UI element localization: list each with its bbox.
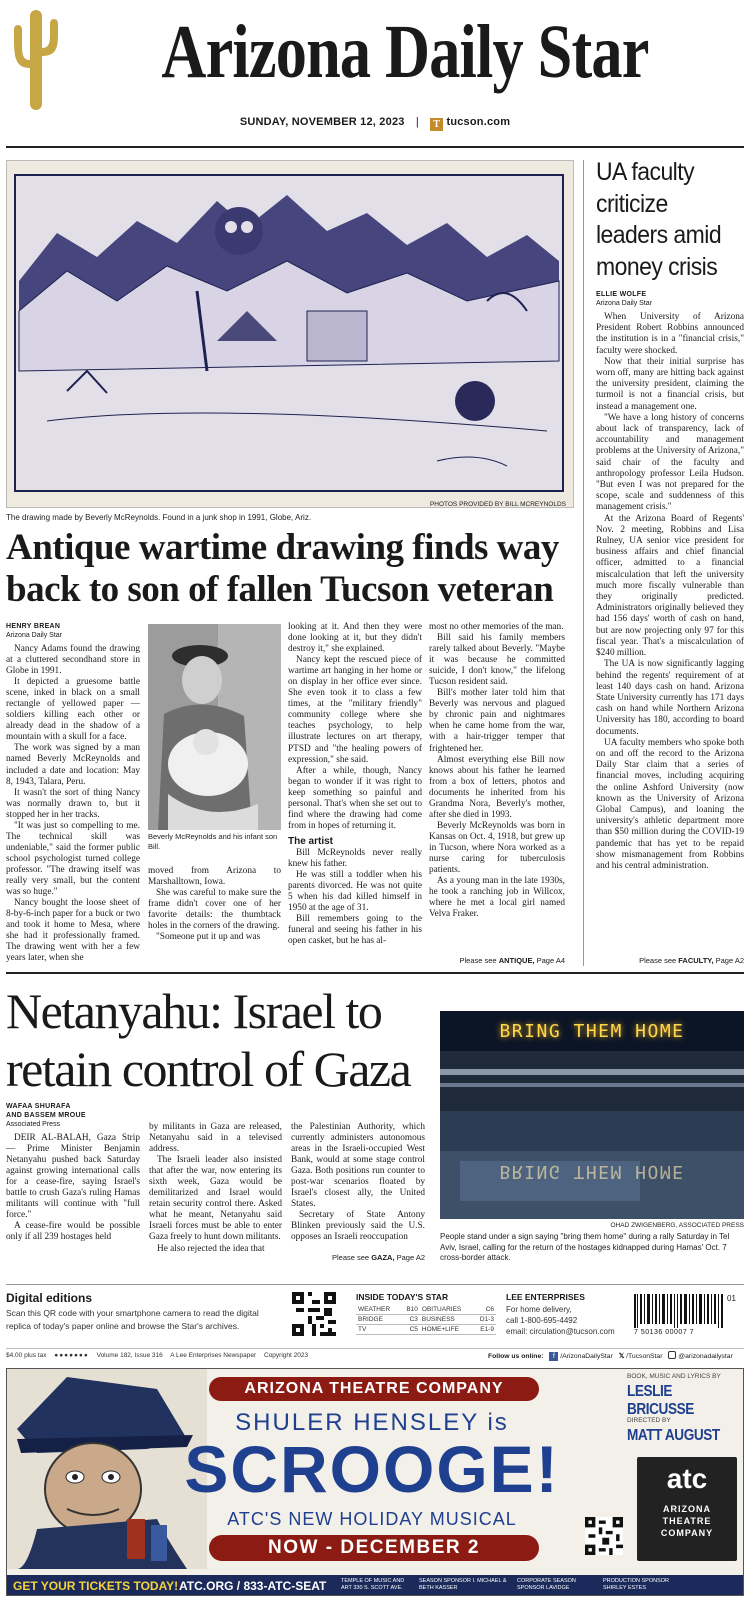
index-row (356, 1305, 496, 1315)
paragraph: most no other memories of the man. (429, 622, 564, 632)
social-strip (488, 1351, 733, 1361)
company-banner: ARIZONA THEATRE COMPANY (209, 1377, 539, 1401)
gaza-col-2 (149, 1122, 282, 1255)
rally-scene (440, 1011, 744, 1219)
ad-subtitle: ATC'S NEW HOLIDAY MUSICAL (227, 1509, 517, 1529)
newspaper-name[interactable]: Arizona Daily Star (161, 10, 649, 94)
gaza-headline[interactable]: Netanyahu: Israel to retain control of Gaza (6, 983, 411, 1097)
lead-photo-credit: PHOTOS PROVIDED BY BILL MCREYNOLDS (429, 501, 566, 508)
side-headline[interactable]: UA faculty criticize leaders amid money crisis (596, 158, 722, 281)
follow-label: Follow us online: (488, 1353, 544, 1360)
paragraph: As a young man in the late 1930s, he took a ranching job in Willcox, where he met a local girl named Velva Fraker. (429, 876, 565, 920)
jump-page: Page A4 (534, 956, 565, 965)
tucson-logo-icon: T (430, 118, 443, 131)
lead-byline-name: HENRY BREAN (6, 623, 61, 630)
inside-today-title: INSIDE TODAY'S STAR (356, 1292, 449, 1302)
theatre-ad[interactable] (6, 1368, 744, 1596)
jump-prefix: Please see (332, 1253, 372, 1262)
wartime-drawing (7, 161, 573, 507)
paragraph: looking at it. And then they were done looking at it, but they didn't destroy it," she explained. (288, 622, 422, 655)
paragraph: The work was signed by a man named Beverly McReynolds and included a date and location: May 8, 1943, Talara, Peru. (6, 743, 140, 787)
barcode-issue-code: 01 (727, 1294, 736, 1303)
facebook-link[interactable]: /ArizonaDailyStar (560, 1353, 613, 1360)
ad-qr-code-icon[interactable] (585, 1517, 623, 1555)
paragraph: A cease-fire would be possible only if all 239 hostages held (6, 1221, 140, 1243)
paragraph: Secretary of State Antony Blinken previously said the U.S. opposes an Israeli reoccupation (291, 1210, 425, 1243)
paragraph: "We have a long history of concerns about lack of transparency, lack of accountability and management problems at the University of Arizona," said chair of the faculty and anthropology professor Leila Hudson. "But even I was not prepared for the scope, scale and suddenness of this management crisis." (596, 412, 744, 513)
side-byline-org: Arizona Daily Star (596, 300, 653, 307)
ad-title: SCROOGE! (184, 1432, 560, 1506)
side-jump-line[interactable] (596, 956, 744, 965)
atc-logo-sub: ARIZONA THEATRE COMPANY (660, 1504, 714, 1538)
inset-photo[interactable] (148, 624, 281, 830)
info-rule (6, 1348, 744, 1349)
index-page: C6 (474, 1305, 496, 1315)
jump-page: Page A2 (394, 1253, 425, 1262)
credit-1-name: LESLIE BRICUSSE (627, 1383, 694, 1418)
lee-phone[interactable]: call 1-800-695-4492 (506, 1316, 578, 1325)
paragraph: by militants in Gaza are released, Netanyahu said in a televised address. (149, 1122, 282, 1155)
index-section[interactable]: WEATHER (356, 1305, 401, 1315)
paragraph: UA faculty members who spoke both on and off the record to the Arizona Daily Star claim that a series of financial moves, including acquiring the online Ashford University (now known as the University of Arizona Global Campus), and loaning the university's athletic department more than $50 million during the COVID-19 pandemic that has yet to be repaid show mismanagement from Robbins and his central administration. (596, 737, 744, 871)
paragraph: "It was just so compelling to me. The technical skill was undeniable," said the former public school psychologist turned college professor. "The drawing itself was really very small, but the content was so huge." (6, 820, 140, 898)
volume-info: Volume 182, Issue 316 (96, 1352, 163, 1359)
copyright: Copyright 2023 (264, 1352, 309, 1359)
paragraph: the Palestinian Authority, which currently administers autonomous areas in the Israeli-occupied West Bank, would at some stage control Gaza. Both positions run counter to post-war scenarios floated by Israel's closest ally, the United States. (291, 1122, 425, 1210)
atc-logo-mark: atc (666, 1463, 708, 1494)
lead-col-2 (148, 866, 281, 943)
price: $4.00 plus tax (6, 1352, 47, 1359)
side-byline (596, 290, 744, 308)
jump-ref: GAZA, (371, 1253, 395, 1262)
venue: TEMPLE OF MUSIC AND ART 330 S. SCOTT AVE. (341, 1578, 405, 1591)
gaza-byline-name-1: WAFAA SHURAFA (6, 1103, 71, 1110)
paragraph: The UA is now significantly lagging behind the regents' requirement of at least 140 days cash on hand. Arizona State University currently has 171 days cash on hand while Northern Arizona University has 180, according to board documents. (596, 659, 744, 737)
index-section[interactable]: BRIDGE (356, 1315, 401, 1325)
credit-2-name: MATT AUGUST (627, 1427, 720, 1444)
paragraph: Almost everything else Bill now knows about his father he learned from a box of letters, photos and documents he inherited from his Grandma Nora, Beverly's mother, after she died in 1993. (429, 754, 565, 820)
lead-photo[interactable] (6, 160, 574, 508)
credit-1-label: BOOK, MUSIC AND LYRICS BY (627, 1373, 721, 1380)
paragraph: Nancy Adams found the drawing at a cluttered secondhand store in Globe in 1991. (6, 644, 140, 677)
paragraph: Bill remembers going to the funeral and seeing his father in his open casket, but he has al- (288, 914, 422, 947)
lee-title: LEE ENTERPRISES (506, 1292, 585, 1302)
index-section[interactable]: HOME+LIFE (420, 1325, 474, 1335)
gaza-byline-org: Associated Press (6, 1121, 61, 1128)
edition-dots-icon: ●●●●●●● (54, 1352, 89, 1359)
index-row (356, 1325, 496, 1335)
index-page: C5 (401, 1325, 420, 1335)
lee-email[interactable]: email: circulation@tucson.com (506, 1327, 615, 1336)
gaza-byline-name-2: AND BASSEM MROUE (6, 1112, 86, 1119)
ticket-contact[interactable]: ATC.ORG / 833-ATC-SEAT (179, 1579, 327, 1593)
gaza-col-1 (6, 1133, 140, 1243)
jump-prefix: Please see (459, 956, 499, 965)
sign-reflection-icon (440, 1161, 744, 1182)
subhead: The artist (288, 835, 334, 847)
lead-headline[interactable]: Antique wartime drawing finds way back to son of fallen Tucson veteran (6, 527, 559, 610)
ad-bottom-bar (7, 1575, 744, 1596)
lead-col-3 (288, 622, 422, 947)
jump-ref: FACULTY, (678, 956, 714, 965)
lead-photo-caption: The drawing made by Beverly McReynolds. Found in a junk shop in 1991, Globe, Ariz. (6, 513, 312, 522)
section-rule (6, 972, 744, 974)
sponsor-2: CORPORATE SEASON SPONSOR LAVIDGE (517, 1578, 576, 1591)
lead-byline-org: Arizona Daily Star (6, 632, 63, 639)
barcode-number: 7 50136 00007 7 (634, 1329, 695, 1336)
upc-barcode (634, 1294, 742, 1342)
instagram-link[interactable]: @arizonadailystar (678, 1353, 733, 1360)
lead-jump-line[interactable] (420, 956, 565, 965)
index-page: E1-9 (474, 1325, 496, 1335)
lee-line: For home delivery, (506, 1305, 572, 1314)
paragraph: Now that their initial surprise has worn off, many are hitting back against the university president, claiming the turmoil is not a financial crisis, but instead a management one. (596, 356, 744, 412)
digital-editions-title[interactable]: Digital editions (6, 1291, 93, 1305)
paragraph: moved from Arizona to Marshalltown, Iowa. (148, 866, 281, 888)
lead-col-4 (429, 622, 565, 920)
masthead-rule (6, 146, 744, 148)
lead-byline (6, 622, 140, 640)
facebook-icon: f (549, 1352, 558, 1361)
digital-editions-text: Scan this QR code with your smartphone camera to read the digital replica of today's paper online and browse the Star's archives. (6, 1308, 259, 1331)
paragraph: After a while, though, Nancy began to wonder if it was right to keep something so painful and personal. That's when she set out to find where the drawing had come from in hopes of returning it. (288, 765, 422, 831)
jump-ref: ANTIQUE, (498, 956, 535, 965)
credit-2-label: DIRECTED BY (627, 1417, 671, 1424)
jump-page: Page A2 (713, 956, 744, 965)
lee-contact (506, 1304, 624, 1337)
gaza-photo[interactable] (440, 1011, 744, 1219)
jump-prefix: Please see (639, 956, 679, 965)
paragraph: It depicted a gruesome battle scene, inked in black on a small rectangle of yellowed paper — soldiers killing each other or already dead in the shadow of a mountain with a skull for a face. (6, 677, 140, 743)
side-byline-name: ELLIE WOLFE (596, 291, 647, 298)
paragraph: Beverly McReynolds was born in Kansas on Oct. 4, 1918, but grew up in Tucson, where Nora worked as a nurse caring for tuberculosis patients. (429, 820, 565, 876)
qr-code-icon[interactable] (292, 1292, 336, 1336)
paragraph: Bill McReynolds never really knew his father. (288, 847, 422, 869)
sponsor-1: SEASON SPONSOR I. MICHAEL & BETH KASSER (419, 1578, 507, 1591)
gaza-photo-caption: People stand under a sign saying "bring them home" during a rally Saturday in Tel Aviv, Israel, calling for the return of the hostages kidnapped during Hamas' Oct. 7 cross-border attack. (440, 1232, 730, 1262)
lead-col-1 (6, 644, 140, 964)
issue-date: SUNDAY, NOVEMBER 12, 2023 (239, 116, 405, 128)
x-icon: 𝕏 (618, 1353, 625, 1360)
barcode-icon (634, 1294, 724, 1328)
gaza-col-3 (291, 1122, 425, 1244)
paragraph: The Israeli leader also insisted that after the war, now entering its sixth week, Gaza would be demilitarized and Israel would retain security control there. Asked what he meant, Netanyahu said Israeli forces must be able to enter Gaza freely to hunt down militants. (149, 1155, 282, 1243)
gaza-byline (6, 1102, 140, 1129)
gaza-jump-line[interactable] (280, 1253, 425, 1262)
paragraph: She was careful to make sure the frame didn't cover one of her favorite details: the thumbtack holes in the corners of the drawing. (148, 888, 281, 932)
footer-rule (6, 1284, 744, 1285)
sponsor-3: PRODUCTION SPONSOR SHIRLEY ESTES (603, 1578, 670, 1591)
paragraph: Nancy bought the loose sheet of 8-by-6-inch paper for a buck or two and took it home to Mesa, where she had it professionally framed. The drawing went with her a few years later, when she (6, 898, 140, 964)
index-section[interactable]: BUSINESS (420, 1315, 474, 1325)
inside-index (356, 1305, 496, 1335)
paragraph: At the Arizona Board of Regents' Nov. 2 meeting, Robbins and Lisa Rulney, UA senior vice president for business affairs and chief financial officer, admitted to a financial miscalculation that left the university much more fiscally vulnerable than they originally predicted. Administrators originally believed they had 156 days' worth of cash on hand, but are now projecting only 97 for this fiscal year. That's a miscalculation of $240 million. (596, 513, 744, 659)
masthead (0, 0, 750, 150)
index-section[interactable]: TV (356, 1325, 401, 1335)
bring-them-home-sign: BRING THEM HOME (499, 1021, 685, 1042)
x-link[interactable]: /TucsonStar (626, 1353, 663, 1360)
paragraph: Nancy kept the rescued piece of wartime art hanging in her home or on display in her office ever since. She even took it to class a few times, at the "military friendly" community college where she teaches psychology, to help illustrate lectures on art therapy, PTSD and "the healing powers of expression," she said. (288, 655, 422, 765)
saguaro-cactus-icon (10, 6, 62, 112)
paragraph: DEIR AL-BALAH, Gaza Strip — Prime Minister Benjamin Netanyahu pushed back Saturday against growing international calls for a cease-fire, saying Israel's battle to crush Gaza's ruling Hamas militants will continue with "full force." (6, 1133, 140, 1221)
sign-reflection-text: BRING THEM HOME (499, 1161, 685, 1182)
ad-dates: NOW - DECEMBER 2 (209, 1535, 539, 1561)
paragraph: Bill said his family members rarely talked about Beverly. "Maybe it was because he committed suicide, I don't know," the lifelong Tucson resident said. (429, 633, 565, 688)
dateline-separator: | (415, 116, 419, 128)
paragraph: It wasn't the sort of thing Nancy was normally drawn to, but it stopped her in her tracks. (6, 787, 140, 820)
paragraph: He also rejected the idea that (157, 1243, 265, 1254)
column-divider (583, 160, 584, 966)
instagram-icon (668, 1351, 676, 1359)
lee-newspaper: A Lee Enterprises Newspaper (170, 1352, 257, 1359)
side-body (596, 312, 744, 872)
masthead-dateline (0, 116, 750, 131)
index-page: D1-3 (474, 1315, 496, 1325)
paragraph: When University of Arizona President Robert Robbins announced the institution is in a "financial crisis," faculty were shocked. (596, 312, 744, 356)
index-page: B10 (401, 1305, 420, 1315)
paragraph: Bill's mother later told him that Beverly was nervous and plagued by chronic pain and nightmares when he came home from the war, with a hair-trigger temper that frightened her. (429, 688, 565, 754)
index-row (356, 1315, 496, 1325)
index-section[interactable]: OBITUARIES (420, 1305, 474, 1315)
gaza-photo-credit: OHAD ZWIGENBERG, ASSOCIATED PRESS (610, 1222, 744, 1229)
inset-photo-caption: Beverly McReynolds and his infant son Bill. (148, 832, 278, 851)
ad-star-line: SHULER HENSLEY is (235, 1409, 509, 1436)
index-page: C3 (401, 1315, 420, 1325)
atc-logo (637, 1457, 737, 1561)
father-son-photo (148, 624, 281, 830)
paragraph: "Someone put it up and was (156, 932, 261, 943)
site-link[interactable]: tucson.com (446, 116, 511, 128)
tickets-cta[interactable]: GET YOUR TICKETS TODAY! (13, 1579, 179, 1593)
paragraph: He was still a toddler when his parents divorced. He was not quite 5 when his dad killed himself in 1950 at the age of 31. (288, 870, 422, 914)
